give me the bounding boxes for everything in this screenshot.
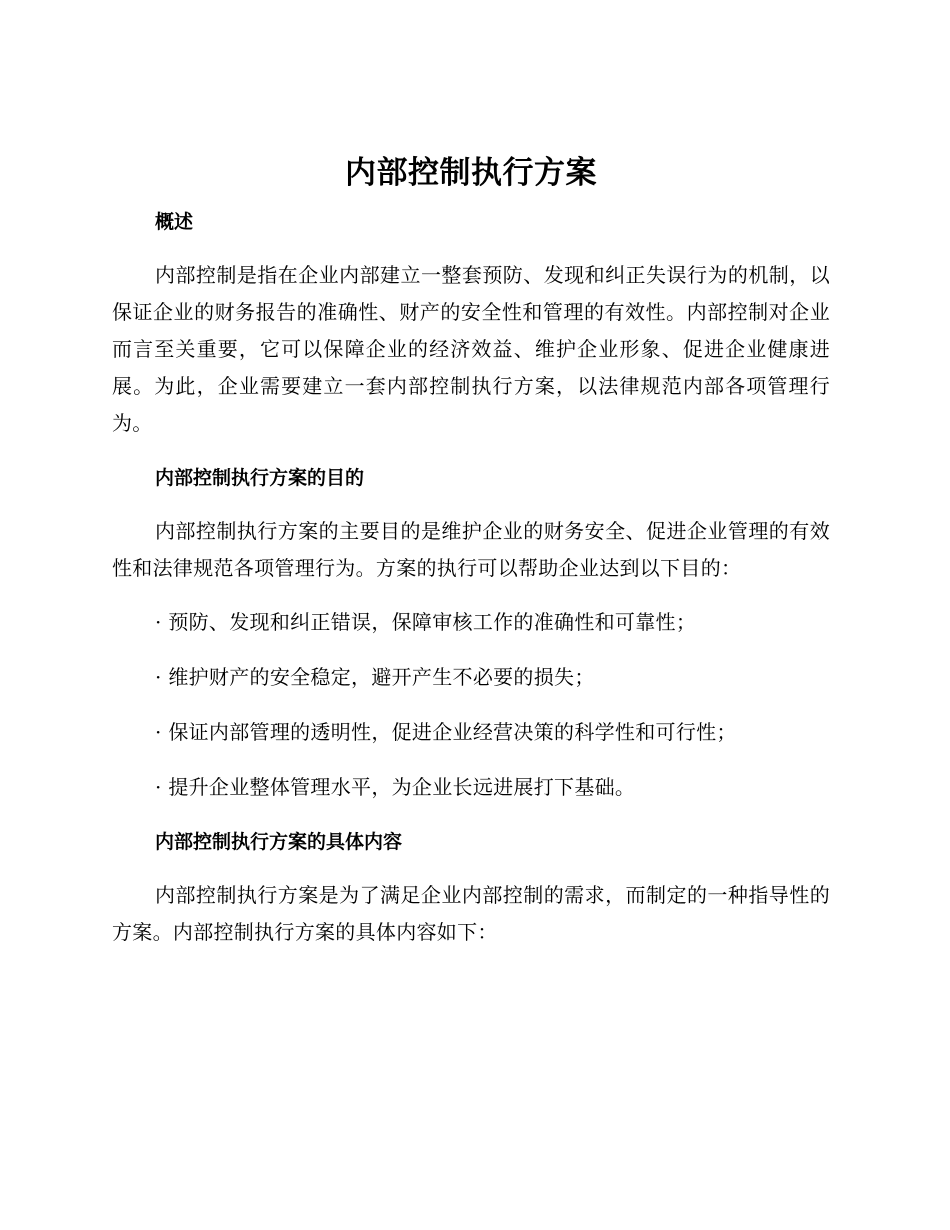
section-heading: 概述 <box>155 211 194 233</box>
list-item: · 保证内部管理的透明性，促进企业经营决策的科学性和可行性； <box>155 720 737 744</box>
document-title: 内部控制执行方案 <box>345 155 597 191</box>
section-content <box>112 824 830 951</box>
document-body <box>112 148 830 951</box>
section-purpose <box>112 460 830 806</box>
section-heading: 内部控制执行方案的具体内容 <box>155 831 403 853</box>
list-item: · 提升企业整体管理水平，为企业长远进展打下基础。 <box>155 775 636 799</box>
paragraph: 内部控制执行方案的主要目的是维护企业的财务安全、促进企业管理的有效性和法律规范各项管理行为。方案的执行可以帮助企业达到以下目的： <box>112 519 830 580</box>
list-item: · 维护财产的安全稳定，避开产生不必要的损失； <box>155 665 595 689</box>
list-item: · 预防、发现和纠正错误，保障审核工作的准确性和可靠性； <box>155 610 697 634</box>
section-overview <box>112 204 830 442</box>
bullet-list <box>112 604 830 806</box>
section-heading: 内部控制执行方案的目的 <box>155 467 365 489</box>
paragraph: 内部控制执行方案是为了满足企业内部控制的需求，而制定的一种指导性的方案。内部控制执行方案的具体内容如下： <box>112 883 830 944</box>
paragraph: 内部控制是指在企业内部建立一整套预防、发现和纠正失误行为的机制，以保证企业的财务报告的准确性、财产的安全性和管理的有效性。内部控制对企业而言至关重要，它可以保障企业的经济效益、维护企业形象、促进企业健康进展。为此，企业需要建立一套内部控制执行方案，以法律规范内部各项管理行为。 <box>112 263 830 435</box>
